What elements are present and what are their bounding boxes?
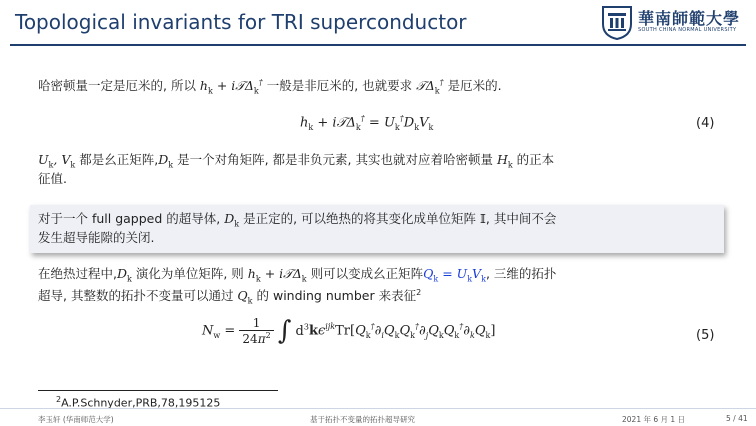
math-expr: $h_k$ + i𝒯Δ$_k$† [199, 78, 263, 96]
text-run: 是一个对角矩阵, 都是非负元素, 其实也就对应着哈密顿量 [173, 152, 497, 167]
math-expr: 𝒯Δ$_k$† [416, 78, 444, 96]
math-expr: $U_k$, $V_k$ [38, 152, 76, 170]
paragraph-2-line-2: 征值. [38, 171, 67, 186]
footnote-number: 2 [56, 395, 62, 404]
paragraph-2-line-1 [38, 151, 554, 175]
equation-5: $N_w$ = $\frac{1}{24\pi^2}$ ∫ $d^3k\epsilon^{ijk}Tr[Q_k^\dagger\partial_iQ_kQ_k^\dagger\partial_jQ_kQ_k^\dagger\partial_kQ_k]$ [202, 316, 496, 346]
math-expr: $h_k$ + i𝒯Δ$_k$ [247, 266, 307, 284]
paragraph-4-line-2 [38, 284, 421, 311]
text-run: 则可以变成幺正矩阵 [306, 266, 424, 281]
footer-author: 李玉轩 (华南师范大学) [38, 415, 114, 424]
text-run: 对于一个 full gapped 的超导体, [38, 211, 225, 226]
footer-subject: 基于拓扑不变量的拓扑超导研究 [310, 415, 415, 424]
text-run: 在绝热过程中, [38, 266, 117, 281]
paragraph-3-line-2: 发生超导能隙的关闭. [38, 230, 155, 245]
university-logo [598, 2, 748, 42]
slide-header [0, 0, 756, 50]
text-run: 的正本 [512, 152, 555, 167]
text-run: 一般是非厄米的, 也就要求 [262, 78, 417, 94]
slide-title: Topological invariants for TRI superconductor [15, 10, 467, 34]
text-run: 都是幺正矩阵, [75, 152, 159, 167]
university-crest-icon [600, 4, 634, 40]
equation-4: $h_k$ + i𝒯Δ$_k$† = $U_k^\dagger D_kV_k$ [300, 114, 434, 132]
footer-date: 2021 年 6 月 1 日 [622, 415, 686, 424]
logo-subtext: SOUTH CHINA NORMAL UNIVERSITY [638, 27, 737, 33]
text-run: 的 winding number 来表征 [252, 288, 417, 304]
footnote-rule [38, 390, 278, 391]
math-expr: $D_k$ [224, 211, 240, 229]
math-expr: 𝕀 [480, 211, 486, 226]
text-run: 超导, 其整数的拓扑不变量可以通过 [38, 288, 238, 304]
math-expr: $H_k$ [496, 152, 513, 170]
title-rule [10, 44, 746, 46]
footer-page-number: 5 / 41 [726, 414, 748, 423]
text-run: 演化为单位矩阵, 则 [131, 266, 248, 281]
math-expr-highlighted: $Q_k = U_kV_k$ [423, 266, 486, 284]
equation-4-number: (4) [696, 116, 715, 131]
math-expr: $D_k$ [158, 152, 174, 170]
paragraph-1 [38, 74, 502, 101]
equation-5-number: (5) [696, 328, 715, 343]
footnote-text: A.P.Schnyder,PRB,78,195125 [61, 396, 221, 410]
footnote-mark: 2 [416, 288, 422, 297]
text-run: , 三维的拓扑 [485, 266, 557, 281]
math-expr: $Q_k$ [237, 288, 253, 306]
text-run: 是厄米的. [443, 78, 502, 94]
logo-text: 華南師範大學 [638, 9, 741, 28]
text-run: , 其中间不会 [485, 211, 557, 226]
text-run: 哈密顿量一定是厄米的, 所以 [38, 78, 200, 94]
text-run: 是正定的, 可以绝热的将其变化成单位矩阵 [239, 211, 481, 226]
slide-footer [0, 408, 756, 426]
math-expr: $D_k$ [116, 266, 132, 284]
